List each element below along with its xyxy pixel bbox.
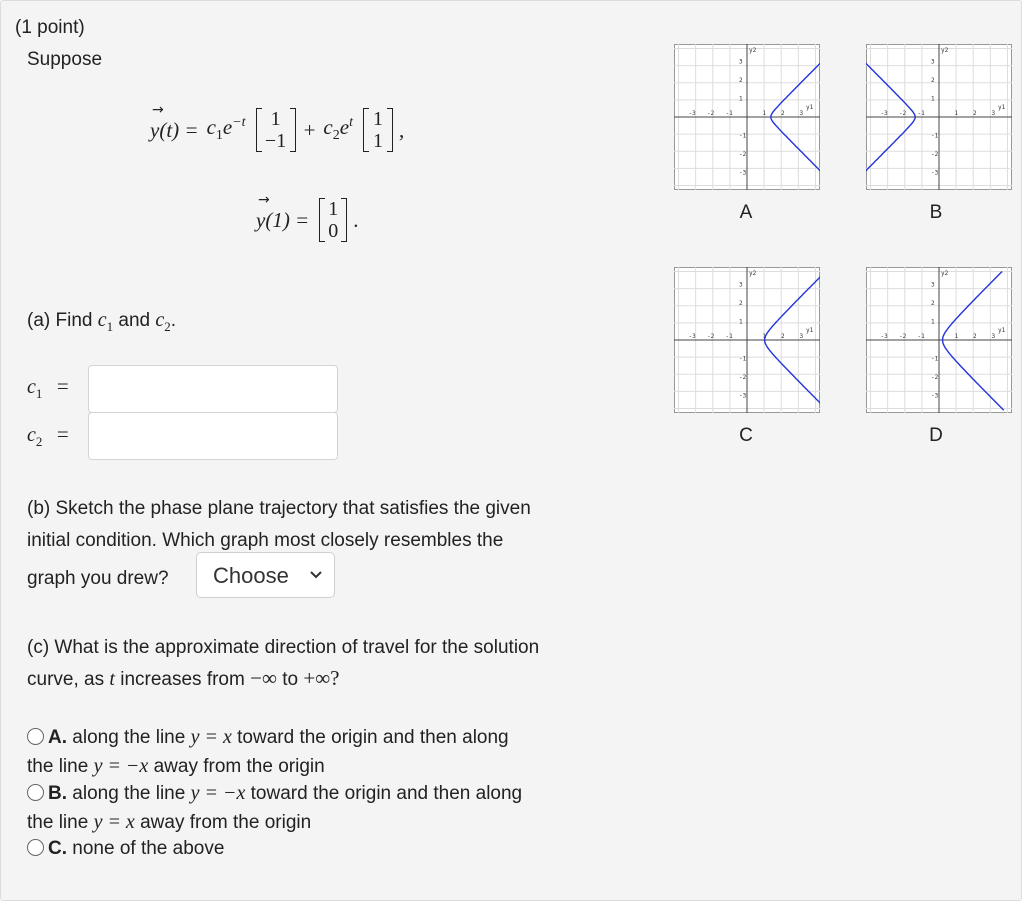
y-tick-label: 3 bbox=[931, 281, 935, 289]
x-tick-label: 1 bbox=[954, 333, 959, 340]
graph-c bbox=[674, 267, 820, 413]
x-tick-label: -3 bbox=[688, 333, 696, 340]
graph-a-label: A bbox=[739, 202, 753, 223]
part-c-prompt: (c) What is the approximate direction of travel for the solution curve, as t increases from −∞ to +∞? bbox=[27, 637, 540, 690]
y-axis-label: y2 bbox=[941, 270, 949, 277]
x-tick-label: -2 bbox=[707, 110, 715, 117]
y-tick-label: 1 bbox=[739, 318, 743, 326]
y-tick-label: 1 bbox=[931, 95, 935, 103]
x-tick-label: 3 bbox=[991, 110, 996, 117]
vector-1: 1 −1 bbox=[256, 108, 296, 152]
x-tick-label: 1 bbox=[762, 333, 767, 340]
y-tick-label: 3 bbox=[739, 58, 743, 66]
x-tick-label: -1 bbox=[917, 110, 925, 117]
vector-y-symbol-ic: → y(1) = bbox=[256, 191, 310, 232]
select-value: Choose bbox=[213, 563, 289, 588]
x-tick-label: -1 bbox=[725, 333, 733, 340]
x-tick-label: -2 bbox=[707, 333, 715, 340]
c1-input[interactable] bbox=[88, 365, 338, 413]
y-tick-label: 2 bbox=[931, 300, 935, 307]
x-tick-label: -1 bbox=[917, 333, 925, 340]
x-tick-label: 3 bbox=[799, 110, 804, 117]
x-tick-label: -3 bbox=[880, 333, 888, 340]
x-tick-label: -3 bbox=[880, 110, 888, 117]
graph-d bbox=[866, 267, 1012, 413]
c1-label: $c_1$ = bbox=[27, 374, 69, 401]
y-tick-label: -1 bbox=[739, 355, 747, 363]
graph-choice-select[interactable] bbox=[196, 552, 335, 598]
c2-label: $c_2$ = bbox=[27, 422, 69, 449]
x-tick-label: -2 bbox=[899, 110, 907, 117]
option-b-radio[interactable] bbox=[27, 784, 44, 801]
graph-b-label: B bbox=[929, 202, 943, 223]
y-tick-label: -1 bbox=[739, 132, 747, 140]
x-tick-label: 3 bbox=[799, 333, 804, 340]
x-tick-label: -3 bbox=[688, 110, 696, 117]
y-tick-label: -2 bbox=[739, 374, 747, 381]
c2-input[interactable] bbox=[88, 412, 338, 460]
y-tick-label: -1 bbox=[931, 355, 939, 363]
period: . bbox=[353, 207, 359, 232]
x-axis-label: y1 bbox=[998, 327, 1006, 334]
x-tick-label: 2 bbox=[973, 110, 977, 117]
c2-coef: $c_2e^t$ bbox=[323, 115, 353, 144]
x-axis-label: y1 bbox=[806, 327, 814, 334]
x-tick-label: 2 bbox=[973, 333, 977, 340]
y-tick-label: 1 bbox=[739, 95, 743, 103]
graph-c-label: C bbox=[739, 425, 753, 446]
y-axis-label: y2 bbox=[749, 270, 757, 277]
y-tick-label: -2 bbox=[931, 151, 939, 158]
y-tick-label: 2 bbox=[739, 300, 743, 307]
plus-sign: + bbox=[303, 117, 316, 142]
option-a-radio[interactable] bbox=[27, 728, 44, 745]
x-tick-label: 1 bbox=[954, 110, 959, 117]
y-axis-label: y2 bbox=[749, 47, 757, 54]
y-axis-label: y2 bbox=[941, 47, 949, 54]
initial-condition-equation bbox=[256, 190, 358, 250]
y-tick-label: -2 bbox=[739, 151, 747, 158]
y-tick-label: 2 bbox=[931, 77, 935, 84]
y-tick-label: -1 bbox=[931, 132, 939, 140]
y-tick-label: -2 bbox=[931, 374, 939, 381]
x-axis-label: y1 bbox=[998, 104, 1006, 111]
vector-arrow-icon: → bbox=[258, 191, 270, 208]
part-b-prompt: (b) Sketch the phase plane trajectory that satisfies the given initial condition. Which graph most closely resembles the graph you drew? bbox=[27, 498, 531, 589]
graph-a bbox=[674, 44, 820, 190]
x-tick-label: 2 bbox=[781, 110, 785, 117]
x-axis-label: y1 bbox=[806, 104, 814, 111]
x-tick-label: -1 bbox=[725, 110, 733, 117]
option-a[interactable]: A. along the line y = x toward the origin and then along the line y = −x away from the origin bbox=[27, 726, 509, 777]
y-tick-label: -3 bbox=[931, 169, 939, 177]
points-label: (1 point) bbox=[15, 17, 85, 38]
x-tick-label: -2 bbox=[899, 333, 907, 340]
x-tick-label: 2 bbox=[781, 333, 785, 340]
vector-y-symbol: → y(t) = bbox=[150, 101, 199, 142]
y-tick-label: -3 bbox=[739, 169, 747, 177]
option-c-radio[interactable] bbox=[27, 839, 44, 856]
option-c[interactable]: C. none of the above bbox=[27, 835, 224, 863]
x-tick-label: 3 bbox=[991, 333, 996, 340]
y-tick-label: 3 bbox=[931, 58, 935, 66]
intro-text: Suppose bbox=[27, 49, 103, 70]
general-solution-equation bbox=[150, 98, 404, 162]
y-tick-label: -3 bbox=[739, 392, 747, 400]
vector-2: 1 1 bbox=[363, 108, 393, 152]
c1-coef: $c_1e^{-t}$ bbox=[206, 115, 246, 144]
option-b[interactable]: B. along the line y = −x toward the origin and then along the line y = x away from the origin bbox=[27, 782, 523, 833]
initial-vector: 1 0 bbox=[319, 198, 347, 242]
graph-b bbox=[866, 44, 1012, 190]
part-a-prompt: (a) Find $c_1$ and $c_2$. bbox=[27, 309, 177, 334]
graph-d-label: D bbox=[929, 425, 943, 446]
y-tick-label: 1 bbox=[931, 318, 935, 326]
y-tick-label: -3 bbox=[931, 392, 939, 400]
chevron-down-icon bbox=[310, 570, 322, 580]
comma: , bbox=[398, 117, 405, 142]
y-tick-label: 3 bbox=[739, 281, 743, 289]
y-tick-label: 2 bbox=[739, 77, 743, 84]
x-tick-label: 1 bbox=[762, 110, 767, 117]
vector-arrow-icon: → bbox=[152, 101, 164, 118]
